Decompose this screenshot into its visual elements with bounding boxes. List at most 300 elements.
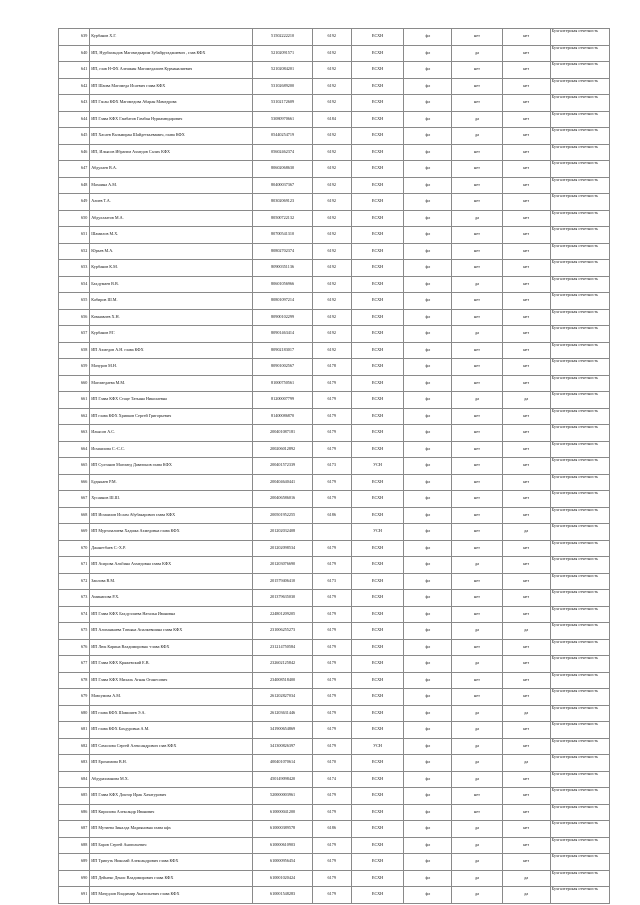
flag-column-b-cell: нет	[502, 326, 550, 343]
row-number-cell: 669	[59, 524, 90, 541]
report-type-cell: Бухгалтерская отчетность	[550, 507, 609, 524]
flag-column-a-cell: нет	[452, 177, 502, 194]
inn-code-cell: 52102091571	[253, 45, 312, 62]
row-number-cell: 677	[59, 656, 90, 673]
table-row	[59, 128, 610, 145]
entity-name-cell: Хусаинов Ш.Ш.	[90, 491, 253, 508]
flag-column-a-cell: да	[452, 771, 502, 788]
flag-column-a-cell: да	[452, 755, 502, 772]
flag-column-a-cell: нет	[452, 95, 502, 112]
report-type-cell: Бухгалтерская отчетность	[550, 623, 609, 640]
person-type-cell: фл	[404, 804, 452, 821]
flag-column-a-cell: нет	[452, 689, 502, 706]
entity-name-cell: Юрьев М.А.	[90, 243, 253, 260]
entity-name-cell: ИП глава КФХ Шамшиев Э.А.	[90, 705, 253, 722]
report-type-cell: Бухгалтерская отчетность	[550, 854, 609, 871]
flag-column-a-cell: нет	[452, 672, 502, 689]
entity-name-cell: ИП Гасан КФХ Магомедова Абаран Мамедрова	[90, 95, 253, 112]
activity-code-cell: 6179	[312, 375, 351, 392]
activity-code-cell: 6179	[312, 408, 351, 425]
tax-regime-cell: ЕСХН	[351, 342, 404, 359]
table-row	[59, 606, 610, 623]
activity-code-cell: 6192	[312, 227, 351, 244]
flag-column-b-cell: нет	[502, 590, 550, 607]
inn-code-cell: 81000750561	[253, 375, 312, 392]
report-type-cell: Бухгалтерская отчетность	[550, 689, 609, 706]
flag-column-a-cell: да	[452, 45, 502, 62]
row-number-cell: 644	[59, 111, 90, 128]
table-row	[59, 639, 610, 656]
person-type-cell: фл	[404, 788, 452, 805]
tax-regime-cell: ЕСХН	[351, 260, 404, 277]
activity-code-cell: 6173	[312, 458, 351, 475]
activity-code-cell: 6192	[312, 161, 351, 178]
row-number-cell: 686	[59, 804, 90, 821]
flag-column-b-cell: нет	[502, 821, 550, 838]
flag-column-a-cell: нет	[452, 458, 502, 475]
flag-column-b-cell: нет	[502, 672, 550, 689]
flag-column-b-cell: нет	[502, 293, 550, 310]
person-type-cell: фл	[404, 705, 452, 722]
flag-column-a-cell: нет	[452, 507, 502, 524]
table-row	[59, 573, 610, 590]
person-type-cell: фл	[404, 656, 452, 673]
flag-column-b-cell: нет	[502, 243, 550, 260]
inn-code-cell: 201202032408	[253, 524, 312, 541]
flag-column-a-cell: нет	[452, 540, 502, 557]
inn-code-cell: 234008518400	[253, 672, 312, 689]
entity-name-cell: ИП глава КФХ Хрипков Сергей Григорьевич	[90, 408, 253, 425]
inn-code-cell: 80801097214	[253, 293, 312, 310]
tax-regime-cell: ЕСХН	[351, 95, 404, 112]
person-type-cell: фл	[404, 408, 452, 425]
flag-column-a-cell: нет	[452, 491, 502, 508]
entity-name-cell: ИП Глава КФХ Михаль Агнан Оганесович	[90, 672, 253, 689]
flag-column-a-cell: да	[452, 656, 502, 673]
flag-column-b-cell: да	[502, 870, 550, 887]
flag-column-a-cell: нет	[452, 227, 502, 244]
entity-name-cell: ИП Самолова Сергей Александрович глав КФХ	[90, 738, 253, 755]
inn-code-cell: 80601056966	[253, 276, 312, 293]
row-number-cell: 646	[59, 144, 90, 161]
person-type-cell: фл	[404, 29, 452, 46]
flag-column-a-cell: нет	[452, 590, 502, 607]
row-number-cell: 643	[59, 95, 90, 112]
flag-column-a-cell: нет	[452, 243, 502, 260]
entity-name-cell: ИП Мутиева Зиналда Мадияновна глава кфх	[90, 821, 253, 838]
flag-column-a-cell: да	[452, 326, 502, 343]
person-type-cell: фл	[404, 62, 452, 79]
tax-regime-cell: ЕСХН	[351, 474, 404, 491]
table-row	[59, 837, 610, 854]
row-number-cell: 645	[59, 128, 90, 145]
activity-code-cell: 6192	[312, 326, 351, 343]
table-row	[59, 243, 610, 260]
entity-name-cell: ИП Хасаев Вальмиран Шайдеткьевамич, глава КФХ	[90, 128, 253, 145]
inn-code-cell: 341900654869	[253, 722, 312, 739]
person-type-cell: фл	[404, 491, 452, 508]
report-type-cell: Бухгалтерская отчетность	[550, 293, 609, 310]
entity-name-cell: Исмаилова С.-С.С.	[90, 441, 253, 458]
tax-regime-cell: ЕСХН	[351, 309, 404, 326]
inn-code-cell: 232602125842	[253, 656, 312, 673]
row-number-cell: 689	[59, 854, 90, 871]
activity-code-cell: 6192	[312, 243, 351, 260]
table-row	[59, 854, 610, 871]
tax-regime-cell: ЕСХН	[351, 557, 404, 574]
tax-regime-cell: ЕСХН	[351, 590, 404, 607]
table-row	[59, 359, 610, 376]
flag-column-a-cell: да	[452, 705, 502, 722]
inn-code-cell: 261202827034	[253, 689, 312, 706]
row-number-cell: 675	[59, 623, 90, 640]
row-number-cell: 655	[59, 293, 90, 310]
person-type-cell: фл	[404, 161, 452, 178]
flag-column-b-cell: нет	[502, 722, 550, 739]
tax-regime-cell: ЕСХН	[351, 359, 404, 376]
person-type-cell: фл	[404, 111, 452, 128]
person-type-cell: фл	[404, 210, 452, 227]
activity-code-cell: 6179	[312, 639, 351, 656]
table-row	[59, 425, 610, 442]
table-row	[59, 870, 610, 887]
flag-column-b-cell: нет	[502, 309, 550, 326]
table-row	[59, 524, 610, 541]
row-number-cell: 683	[59, 755, 90, 772]
report-type-cell: Бухгалтерская отчетность	[550, 29, 609, 46]
entity-name-cell: ИП Глава КФХ Доктор Ирак Хачатурович	[90, 788, 253, 805]
tax-regime-cell: ЕСХН	[351, 623, 404, 640]
inn-code-cell: 80602068630	[253, 161, 312, 178]
flag-column-a-cell: нет	[452, 425, 502, 442]
table-row	[59, 177, 610, 194]
report-type-cell: Бухгалтерская отчетность	[550, 672, 609, 689]
flag-column-b-cell: да	[502, 755, 550, 772]
inn-code-cell: 231006255273	[253, 623, 312, 640]
flag-column-a-cell: нет	[452, 78, 502, 95]
inn-code-cell: 450149098420	[253, 771, 312, 788]
report-type-cell: Бухгалтерская отчетность	[550, 441, 609, 458]
entity-name-cell: ИП Ахмедов А.Н. глава КФХ	[90, 342, 253, 359]
person-type-cell: фл	[404, 722, 452, 739]
activity-code-cell: 6192	[312, 293, 351, 310]
tax-regime-cell: ЕСХН	[351, 29, 404, 46]
activity-code-cell: 6186	[312, 507, 351, 524]
row-number-cell: 664	[59, 441, 90, 458]
table-row	[59, 161, 610, 178]
person-type-cell: фл	[404, 672, 452, 689]
table-row	[59, 45, 610, 62]
person-type-cell: фл	[404, 573, 452, 590]
report-type-cell: Бухгалтерская отчетность	[550, 590, 609, 607]
row-number-cell: 659	[59, 359, 90, 376]
person-type-cell: фл	[404, 854, 452, 871]
person-type-cell: фл	[404, 342, 452, 359]
row-number-cell: 688	[59, 837, 90, 854]
table-row	[59, 557, 610, 574]
flag-column-a-cell: да	[452, 276, 502, 293]
report-type-cell: Бухгалтерская отчетность	[550, 524, 609, 541]
report-type-cell: Бухгалтерская отчетность	[550, 243, 609, 260]
flag-column-a-cell: нет	[452, 788, 502, 805]
activity-code-cell: 6179	[312, 557, 351, 574]
row-number-cell: 670	[59, 540, 90, 557]
report-type-cell: Бухгалтерская отчетность	[550, 194, 609, 211]
entity-name-cell: Алиев Т.А.	[90, 194, 253, 211]
entity-name-cell: ИП, глав Н-ФХ Алешкин Магомедалиев Курманалиевич	[90, 62, 253, 79]
row-number-cell: 687	[59, 821, 90, 838]
report-type-cell: Бухгалтерская отчетность	[550, 540, 609, 557]
inn-code-cell: 53080970661	[253, 111, 312, 128]
flag-column-b-cell: нет	[502, 359, 550, 376]
tax-regime-cell: ЕСХН	[351, 243, 404, 260]
flag-column-a-cell: да	[452, 557, 502, 574]
tax-regime-cell: ЕСХН	[351, 540, 404, 557]
entity-name-cell: ИП Трипуть Николай Александрович глава КФХ	[90, 854, 253, 871]
entity-name-cell: ИП Султанов Магомед Даватонов глава КФХ	[90, 458, 253, 475]
activity-code-cell: 6192	[312, 194, 351, 211]
row-number-cell: 691	[59, 887, 90, 904]
tax-regime-cell: ЕСХН	[351, 689, 404, 706]
activity-code-cell: 6192	[312, 128, 351, 145]
flag-column-a-cell: нет	[452, 441, 502, 458]
report-type-cell: Бухгалтерская отчетность	[550, 870, 609, 887]
table-row	[59, 689, 610, 706]
person-type-cell: фл	[404, 639, 452, 656]
row-number-cell: 665	[59, 458, 90, 475]
tax-regime-cell: УСН	[351, 458, 404, 475]
entity-name-cell: ИП Асирова Альбина Ахмедовна глава КФХ	[90, 557, 253, 574]
entity-name-cell: Абдуллаатов М.А.	[90, 210, 253, 227]
activity-code-cell: 6179	[312, 804, 351, 821]
table-row	[59, 62, 610, 79]
inn-code-cell: 80900351136	[253, 260, 312, 277]
person-type-cell: фл	[404, 227, 452, 244]
flag-column-b-cell: нет	[502, 606, 550, 623]
row-number-cell: 649	[59, 194, 90, 211]
table-row	[59, 771, 610, 788]
report-type-cell: Бухгалтерская отчетность	[550, 342, 609, 359]
flag-column-b-cell: нет	[502, 144, 550, 161]
tax-regime-cell: ЕСХН	[351, 606, 404, 623]
entity-name-cell: ИП Кирилова Александр Иванович	[90, 804, 253, 821]
inn-code-cell: 200401087181	[253, 425, 312, 442]
flag-column-b-cell: да	[502, 524, 550, 541]
flag-column-b-cell: нет	[502, 177, 550, 194]
person-type-cell: фл	[404, 821, 452, 838]
flag-column-a-cell: нет	[452, 606, 502, 623]
activity-code-cell: 6179	[312, 788, 351, 805]
person-type-cell: фл	[404, 78, 452, 95]
table-row	[59, 342, 610, 359]
person-type-cell: фл	[404, 293, 452, 310]
report-type-cell: Бухгалтерская отчетность	[550, 425, 609, 442]
person-type-cell: фл	[404, 441, 452, 458]
flag-column-b-cell: нет	[502, 738, 550, 755]
entity-name-cell: Кабиров Ш.М.	[90, 293, 253, 310]
table-row	[59, 788, 610, 805]
report-type-cell: Бухгалтерская отчетность	[550, 161, 609, 178]
activity-code-cell: 6179	[312, 738, 351, 755]
tax-regime-cell: УСН	[351, 738, 404, 755]
tax-regime-cell: ЕСХН	[351, 573, 404, 590]
tax-regime-cell: УСН	[351, 524, 404, 541]
activity-code-cell: 6179	[312, 854, 351, 871]
entity-name-cell: Абдулаев В.А.	[90, 161, 253, 178]
tax-regime-cell: ЕСХН	[351, 293, 404, 310]
entity-name-cell: ИП глава КФХ Бахдуровна А.М.	[90, 722, 253, 739]
flag-column-b-cell: нет	[502, 194, 550, 211]
flag-column-a-cell: нет	[452, 375, 502, 392]
activity-code-cell: 6192	[312, 276, 351, 293]
table-row	[59, 887, 610, 904]
flag-column-a-cell: да	[452, 722, 502, 739]
inn-code-cell: 520000003961	[253, 788, 312, 805]
flag-column-a-cell: нет	[452, 62, 502, 79]
report-type-cell: Бухгалтерская отчетность	[550, 722, 609, 739]
activity-code-cell: 6192	[312, 177, 351, 194]
report-type-cell: Бухгалтерская отчетность	[550, 821, 609, 838]
entity-name-cell: ИП Исмаилов Ислам Абубакарович глава КФХ	[90, 507, 253, 524]
row-number-cell: 651	[59, 227, 90, 244]
flag-column-a-cell: нет	[452, 309, 502, 326]
report-type-cell: Бухгалтерская отчетность	[550, 656, 609, 673]
report-type-cell: Бухгалтерская отчетность	[550, 887, 609, 904]
entity-name-cell: ИП Мачудлов Владимир Анатольевич глава КФХ	[90, 887, 253, 904]
inn-code-cell: 610000610903	[253, 837, 312, 854]
tax-regime-cell: ЕСХН	[351, 441, 404, 458]
tax-regime-cell: ЕСХН	[351, 788, 404, 805]
tax-regime-cell: ЕСХН	[351, 425, 404, 442]
flag-column-b-cell: да	[502, 887, 550, 904]
flag-column-a-cell: да	[452, 870, 502, 887]
tax-regime-cell: ЕСХН	[351, 507, 404, 524]
person-type-cell: фл	[404, 755, 452, 772]
inn-code-cell: 51502222210	[253, 29, 312, 46]
activity-code-cell: 6179	[312, 474, 351, 491]
flag-column-a-cell: нет	[452, 804, 502, 821]
person-type-cell: фл	[404, 128, 452, 145]
entity-name-cell: ИП Муртазалиева Хадижа Ахмедовна глава КФХ	[90, 524, 253, 541]
entity-name-cell: ИП Люк Карина Владимировна -глава КФХ	[90, 639, 253, 656]
row-number-cell: 676	[59, 639, 90, 656]
table-row	[59, 144, 610, 161]
activity-code-cell: 6192	[312, 95, 351, 112]
activity-code-cell: 6179	[312, 656, 351, 673]
report-type-cell: Бухгалтерская отчетность	[550, 837, 609, 854]
report-type-cell: Бухгалтерская отчетность	[550, 755, 609, 772]
flag-column-b-cell: нет	[502, 425, 550, 442]
report-type-cell: Бухгалтерская отчетность	[550, 375, 609, 392]
row-number-cell: 656	[59, 309, 90, 326]
table-row	[59, 507, 610, 524]
flag-column-b-cell: нет	[502, 540, 550, 557]
row-number-cell: 648	[59, 177, 90, 194]
tax-regime-cell: ЕСХН	[351, 771, 404, 788]
activity-code-cell: 6192	[312, 342, 351, 359]
flag-column-b-cell: нет	[502, 227, 550, 244]
flag-column-a-cell: да	[452, 210, 502, 227]
report-type-cell: Бухгалтерская отчетность	[550, 606, 609, 623]
activity-code-cell: 6192	[312, 309, 351, 326]
row-number-cell: 680	[59, 705, 90, 722]
table-row	[59, 375, 610, 392]
activity-code-cell: 6192	[312, 29, 351, 46]
inn-code-cell: 80302069123	[253, 194, 312, 211]
activity-code-cell: 6174	[312, 771, 351, 788]
row-number-cell: 652	[59, 243, 90, 260]
activity-code-cell: 6192	[312, 62, 351, 79]
tax-regime-cell: ЕСХН	[351, 639, 404, 656]
activity-code-cell: 6179	[312, 722, 351, 739]
tax-regime-cell: ЕСХН	[351, 887, 404, 904]
entity-name-cell: Джанетбаев С.-Х.Р.	[90, 540, 253, 557]
report-type-cell: Бухгалтерская отчетность	[550, 573, 609, 590]
row-number-cell: 663	[59, 425, 90, 442]
activity-code-cell: 6186	[312, 821, 351, 838]
entity-name-cell: Заилова В.М.	[90, 573, 253, 590]
row-number-cell: 666	[59, 474, 90, 491]
activity-code-cell: 6179	[312, 672, 351, 689]
flag-column-a-cell: нет	[452, 194, 502, 211]
entity-name-cell: Махаина А.М.	[90, 177, 253, 194]
inn-code-cell: 610001020424	[253, 870, 312, 887]
person-type-cell: фл	[404, 458, 452, 475]
flag-column-a-cell: нет	[452, 293, 502, 310]
table-row	[59, 590, 610, 607]
table-row	[59, 540, 610, 557]
tax-regime-cell: ЕСХН	[351, 755, 404, 772]
report-type-cell: Бухгалтерская отчетность	[550, 144, 609, 161]
row-number-cell: 641	[59, 62, 90, 79]
report-type-cell: Бухгалтерская отчетность	[550, 276, 609, 293]
tax-regime-cell: ЕСХН	[351, 705, 404, 722]
table-row	[59, 623, 610, 640]
table-row	[59, 441, 610, 458]
inn-code-cell: 80500722132	[253, 210, 312, 227]
activity-code-cell: 6179	[312, 837, 351, 854]
report-type-cell: Бухгалтерская отчетность	[550, 639, 609, 656]
inn-code-cell: 05440254719	[253, 128, 312, 145]
tax-regime-cell: ЕСХН	[351, 128, 404, 145]
person-type-cell: фл	[404, 243, 452, 260]
flag-column-b-cell: да	[502, 705, 550, 722]
flag-column-b-cell: нет	[502, 689, 550, 706]
row-number-cell: 654	[59, 276, 90, 293]
entity-name-cell: ИП Глава КФХ Бахдуллаева Наталья Ивановна	[90, 606, 253, 623]
entity-name-cell: ИП, Нурбагандов Магомедкарим Зубайругаджиевич , глав КФХ	[90, 45, 253, 62]
table-row	[59, 722, 610, 739]
entity-name-cell: Мавсумова А.М.	[90, 689, 253, 706]
table-row	[59, 408, 610, 425]
report-type-cell: Бухгалтерская отчетность	[550, 474, 609, 491]
table-row	[59, 227, 610, 244]
person-type-cell: фл	[404, 738, 452, 755]
registry-table	[58, 28, 610, 904]
person-type-cell: фл	[404, 425, 452, 442]
tax-regime-cell: ЕСХН	[351, 375, 404, 392]
report-type-cell: Бухгалтерская отчетность	[550, 788, 609, 805]
flag-column-a-cell: нет	[452, 359, 502, 376]
flag-column-a-cell: нет	[452, 29, 502, 46]
table-row	[59, 804, 610, 821]
activity-code-cell: 6179	[312, 623, 351, 640]
table-row	[59, 326, 610, 343]
activity-code-cell: 6173	[312, 573, 351, 590]
activity-code-cell: 6179	[312, 392, 351, 409]
person-type-cell: фл	[404, 507, 452, 524]
flag-column-b-cell: нет	[502, 95, 550, 112]
